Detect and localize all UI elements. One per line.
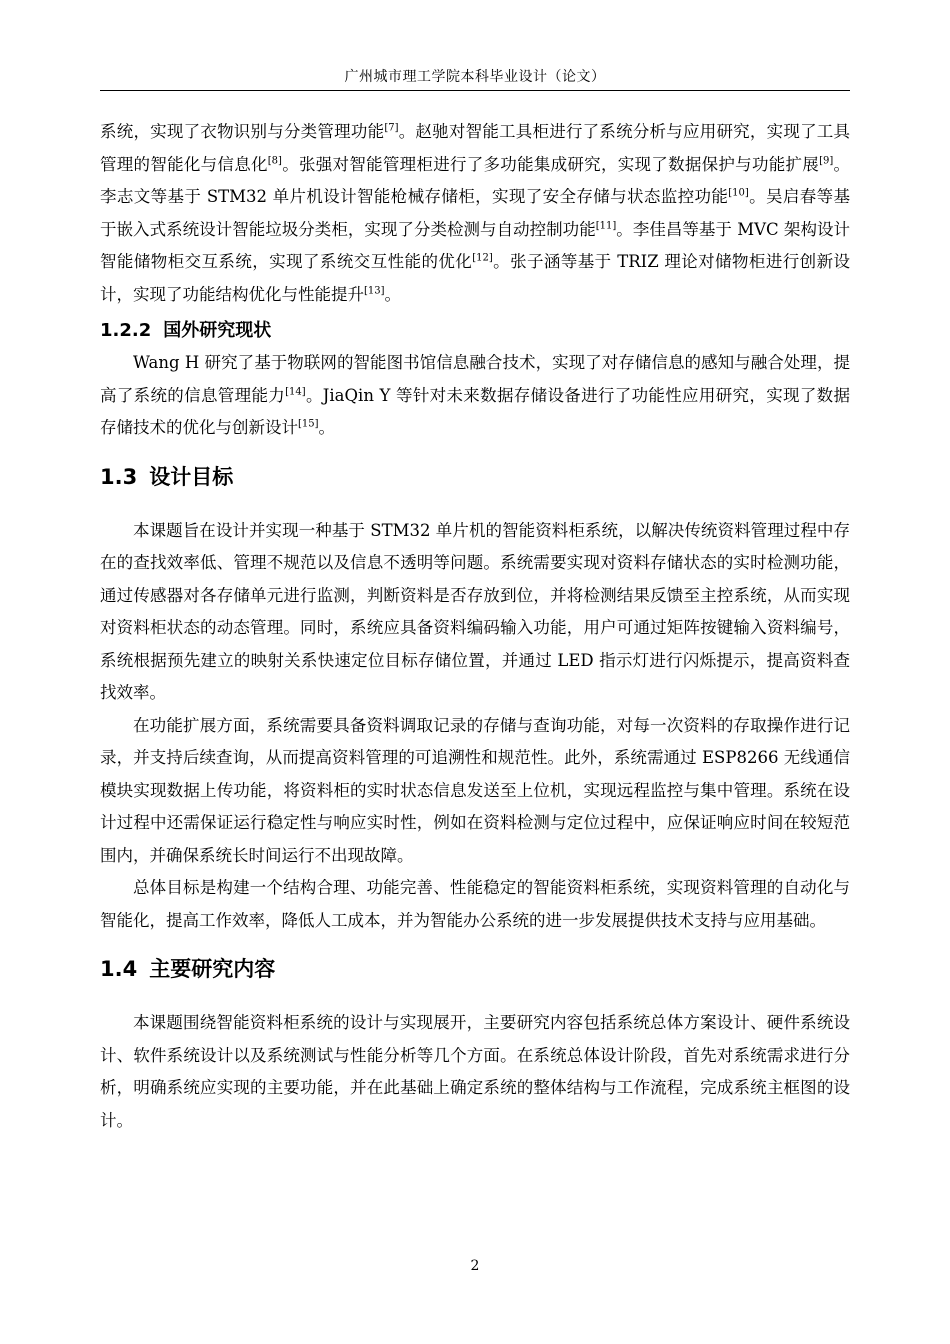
citation-10[interactable]: [10] [728, 187, 749, 199]
citation-8[interactable]: [8] [267, 155, 282, 166]
paragraph-design-goal-3: 总体目标是构建一个结构合理、功能完善、性能稳定的智能资料柜系统，实现资料管理的自动化与智能化，提高工作效率，降低人工成本，并为智能办公系统的进一步发展提供技术支持与应用基础。 [100, 878, 850, 930]
citation-9[interactable]: [9] [819, 155, 834, 166]
citation-14[interactable]: [14] [285, 386, 306, 397]
section-number: 1.2.2 [100, 320, 152, 341]
section-title: 设计目标 [149, 464, 234, 489]
paragraph-design-goal-2: 在功能扩展方面，系统需要具备资料调取记录的存储与查询功能，对每一次资料的存取操作进行记录，并支持后续查询，从而提高资料管理的可追溯性和规范性。此外，系统需通过 ESP8266 无线通信模块实现数据上传功能，将资料柜的实时状态信息发送至上位机，实现远程监控与集中管理。系统在设计过程中还需保证运行稳定性与响应实时性，例如在资料检测与定位过程中，应保证响应时间在较短范围内，并确保系统长时间运行不出现故障。 [100, 715, 850, 865]
section-heading-1-2-2 [100, 315, 850, 347]
section-number: 1.3 [100, 464, 138, 489]
citation-7[interactable]: [7] [384, 122, 399, 134]
section-number: 1.4 [100, 957, 138, 981]
text-run: 。吴启春等基于嵌入式系统设计智能垃圾分类柜，实现了分类检测与自动控制功能 [100, 187, 850, 239]
page-header: 广州城市理工学院本科毕业设计（论文） [344, 69, 606, 85]
page-number: 2 [470, 1258, 480, 1274]
text-run: 。张子涵等基于 TRIZ 理论对储物柜进行创新设计，实现了功能结构优化与性能提升 [100, 252, 850, 304]
paragraph-domestic-research-continued [100, 116, 850, 311]
citation-11[interactable]: [11] [595, 220, 617, 231]
text-run: 。张强对智能管理柜进行了多功能集成研究，实现了数据保护与功能扩展 [281, 154, 820, 174]
text-run: Wang H 研究了基于物联网的智能图书馆信息融合技术，实现了对存储信息的感知与融合处理，提高了系统的信息管理能力 [100, 353, 850, 405]
text-run: 。JiaQin Y 等针对未来数据存储设备进行了功能性应用研究，实现了数据存储技术的优化与创新设计 [100, 385, 851, 437]
text-run: 。 [318, 418, 336, 437]
section-title: 国外研究现状 [163, 320, 272, 341]
citation-12[interactable]: [12] [472, 252, 493, 264]
paragraph-foreign-research [100, 347, 850, 445]
header-divider [100, 90, 850, 91]
text-run: 。李佳昌等基于 MVC 架构设计智能储物柜交互系统，实现了系统交互性能的优化 [100, 219, 851, 271]
paragraph-design-goal-1: 本课题旨在设计并实现一种基于 STM32 单片机的智能资料柜系统，以解决传统资料管理过程中存在的查找效率低、管理不规范以及信息不透明等问题。系统需要实现对资料存储状态的实时检测功能，通过传感器对各存储单元进行监测，判断资料是否存放到位，并将检测结果反馈至主控系统，从而实现对资料柜状态的动态管理。同时，系统应具备资料编码输入功能，用户可通过矩阵按键输入资料编号，系统根据预先建立的映射关系快速定位目标存储位置，并通过 LED 指示灯进行闪烁提示，提高资料查找效率。 [100, 520, 850, 702]
section-title: 主要研究内容 [149, 957, 276, 981]
citation-13[interactable]: [13] [364, 285, 385, 296]
paragraph-main-research-content: 本课题围绕智能资料柜系统的设计与实现展开，主要研究内容包括系统总体方案设计、硬件系统设计、软件系统设计以及系统测试与性能分析等几个方面。在系统总体设计阶段，首先对系统需求进行分析，明确系统应实现的主要功能，并在此基础上确定系统的整体结构与工作流程，完成系统主框图的设计。 [100, 1013, 850, 1130]
text-run: 。 [384, 284, 402, 304]
text-run: 。赵驰对智能工具柜进行了系统分析与应用研究，实现了工具管理的智能化与信息化 [100, 122, 851, 174]
section-heading-1-3 [100, 459, 850, 495]
section-heading-1-4 [100, 951, 850, 987]
page-body [100, 116, 850, 1137]
text-run: 系统，实现了衣物识别与分类管理功能 [100, 122, 385, 141]
text-run: 。李志文等基于 STM32 单片机设计智能枪械存储柜，实现了安全存储与状态监控功能 [100, 154, 851, 206]
citation-15[interactable]: [15] [298, 418, 319, 430]
